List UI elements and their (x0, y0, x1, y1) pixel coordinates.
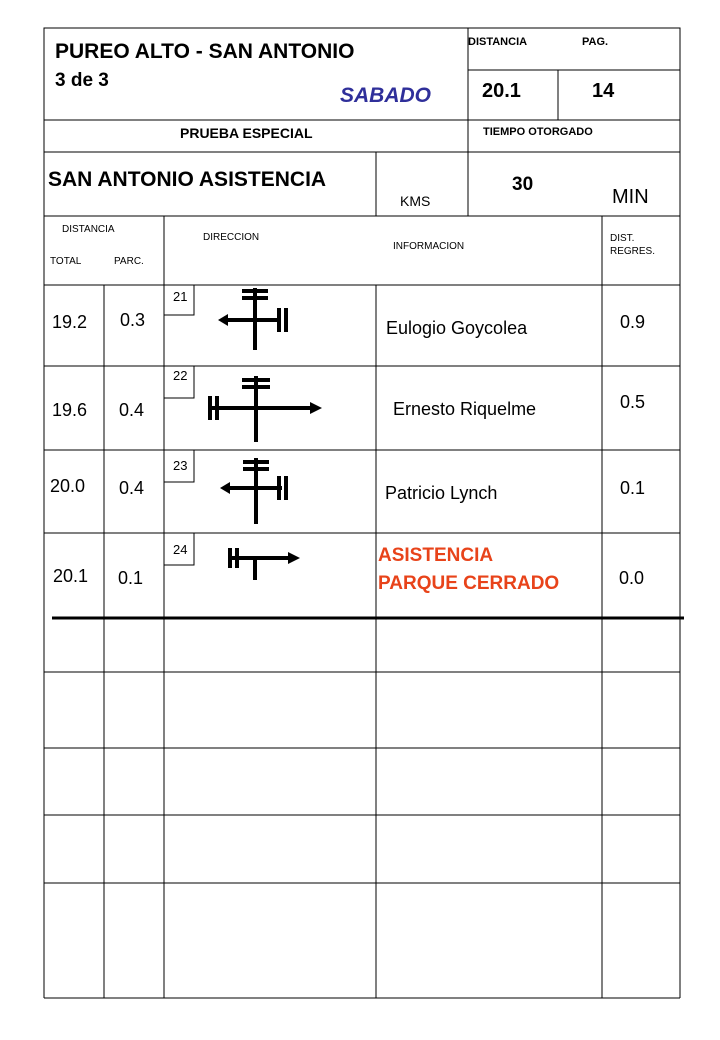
row-4-number: 24 (173, 542, 188, 557)
col-total: TOTAL (50, 256, 82, 267)
row-2-regres: 0.5 (620, 392, 646, 412)
col-dist-regres: DIST. REGRES. (610, 233, 656, 257)
straight-ahead-crossroad-icon (200, 374, 330, 444)
row-4-info: ASISTENCIA PARQUE CERRADO (378, 545, 560, 594)
page-of: 3 de 3 (55, 70, 109, 91)
page-label: PAG. (582, 36, 609, 48)
row-4-parc: 0.1 (118, 568, 144, 588)
row-1-total: 19.2 (52, 312, 88, 332)
row-1-number: 21 (173, 289, 188, 304)
row-1-info: Eulogio Goycolea (386, 318, 528, 338)
row-1-parc: 0.3 (120, 310, 146, 330)
row-3-number: 23 (173, 458, 188, 473)
col-informacion: INFORMACION (393, 241, 465, 252)
col-direccion: DIRECCION (203, 232, 260, 243)
kms-label: KMS (400, 193, 431, 209)
straight-t-junction-icon (222, 544, 308, 584)
row-2-number: 22 (173, 368, 188, 383)
day-label: SABADO (340, 84, 432, 107)
row-4-regres: 0.0 (619, 568, 645, 588)
distance-label: DISTANCIA (468, 36, 528, 48)
page-value: 14 (592, 80, 615, 102)
time-label: TIEMPO OTORGADO (483, 126, 593, 138)
row-3-parc: 0.4 (119, 478, 145, 498)
row-2-total: 19.6 (52, 400, 88, 420)
row-3-total: 20.0 (50, 476, 86, 496)
stage-label: PRUEBA ESPECIAL (180, 125, 313, 141)
left-turn-crossroad-icon (212, 456, 302, 526)
col-parc: PARC. (114, 256, 144, 267)
row-3-regres: 0.1 (620, 478, 646, 498)
col-distancia: DISTANCIA (62, 224, 115, 235)
row-4-total: 20.1 (53, 566, 89, 586)
row-3-info: Patricio Lynch (385, 483, 498, 503)
time-value: 30 (512, 174, 534, 195)
row-2-parc: 0.4 (119, 400, 145, 420)
left-turn-crossroad-icon (210, 288, 300, 352)
distance-value: 20.1 (482, 80, 521, 102)
row-2-info: Ernesto Riquelme (393, 399, 537, 419)
time-unit: MIN (612, 186, 649, 208)
stage-name: SAN ANTONIO ASISTENCIA (48, 168, 327, 191)
route-title: PUREO ALTO - SAN ANTONIO (55, 40, 355, 63)
row-1-regres: 0.9 (620, 312, 646, 332)
